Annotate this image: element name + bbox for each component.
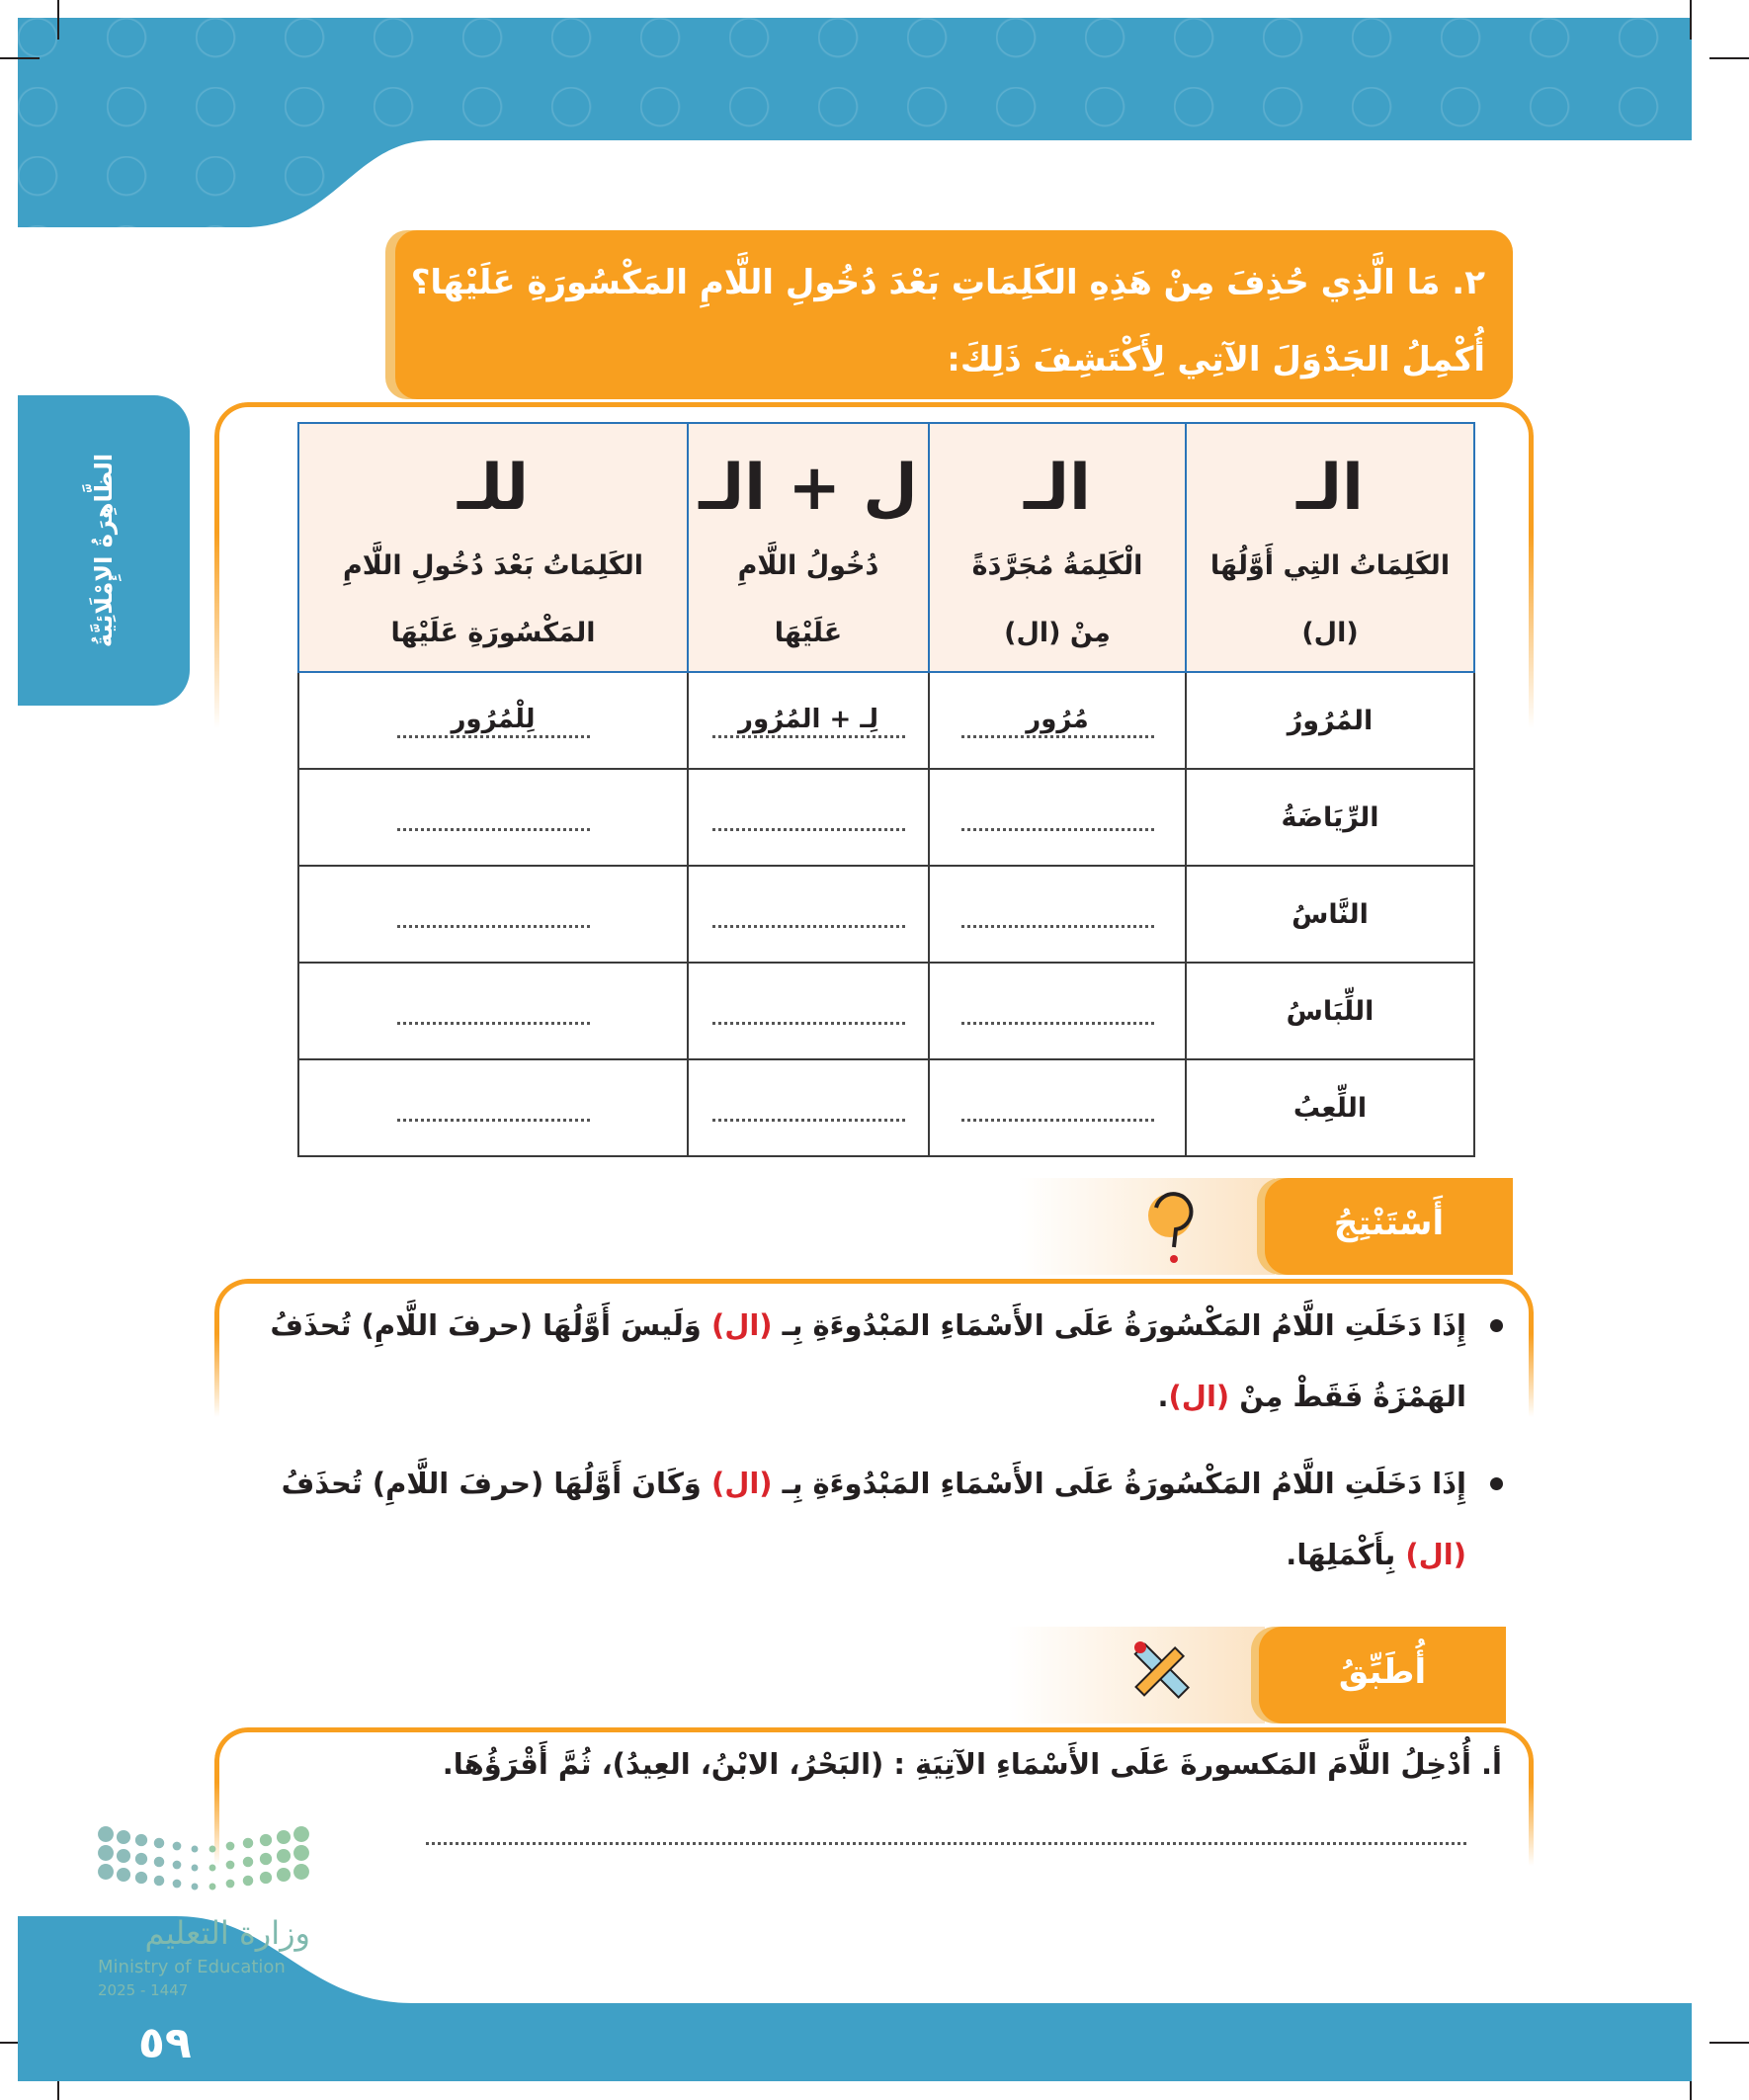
logo-dot — [260, 1872, 272, 1884]
table-row — [298, 672, 1474, 769]
conclude-header — [1265, 1178, 1513, 1275]
answer-cell — [929, 672, 1186, 769]
answer-field-stripped[interactable] — [961, 1088, 1154, 1122]
table-row — [298, 866, 1474, 963]
crop-mark — [1690, 0, 1692, 40]
logo-dot — [135, 1853, 147, 1865]
logo-dot — [209, 1846, 216, 1853]
answer-cell — [929, 963, 1186, 1059]
header-symbol: ل + الـ — [699, 452, 918, 525]
header-label: مِنْ (ال) — [1004, 618, 1111, 648]
bullet-icon — [1490, 1319, 1503, 1332]
logo-year: 2025 - 1447 — [98, 1981, 189, 1999]
logo-dot — [173, 1842, 182, 1851]
logo-dot — [173, 1861, 182, 1870]
logo-dot — [226, 1861, 235, 1870]
logo-dot — [154, 1838, 165, 1849]
logo-dot — [154, 1857, 165, 1868]
highlight: (ال) — [1168, 1380, 1230, 1413]
logo-arabic: وزارة التعليم — [144, 1914, 310, 1952]
header-col-3 — [688, 423, 929, 672]
ministry-logo-icon — [98, 1824, 310, 1898]
answer-cell — [298, 672, 688, 769]
answer-line[interactable] — [426, 1842, 1466, 1845]
crop-mark — [1709, 2042, 1749, 2044]
question-line-1: ٢. مَا الَّذِي حُذِفَ مِنْ هَذِهِ الكَلِمَاتِ بَعْدَ دُخُولِ اللَّامِ المَكْسُورَةِ عَلَيْهَا؟ — [410, 263, 1485, 302]
text: وَلَيسَ أَوَّلُهَا (حرفَ اللَّامِ) تُحذَفُ الهَمْزَةُ فَقَطْ مِنْ — [270, 1308, 1466, 1413]
answer-cell — [688, 672, 929, 769]
side-section-tab — [18, 395, 190, 706]
header-label: الكَلِمَاتُ التِي أَوَّلُهَا — [1209, 550, 1451, 581]
logo-dot — [243, 1857, 254, 1868]
header-col-2 — [929, 423, 1186, 672]
word-table — [297, 422, 1475, 1157]
answer-field-result[interactable] — [397, 1088, 590, 1122]
row-word: اللِّعِبُ — [1186, 1059, 1474, 1156]
logo-dot — [277, 1849, 291, 1863]
table-row — [298, 1059, 1474, 1156]
answer-cell — [298, 1059, 688, 1156]
answer-cell — [688, 1059, 929, 1156]
logo-dot — [293, 1845, 309, 1861]
logo-dot — [260, 1853, 272, 1865]
answer-field-combined[interactable]: لِـ + المُرُور — [712, 705, 905, 738]
text: إِذَا دَخَلَتِ اللَّامُ المَكْسُورَةُ عَلَى الأَسْمَاءِ المَبْدُوءَةِ بِـ — [772, 1308, 1466, 1342]
logo-dot — [209, 1865, 216, 1872]
bullet-icon — [1490, 1477, 1503, 1490]
answer-field-result[interactable] — [397, 894, 590, 928]
row-word: النَّاسُ — [1186, 866, 1474, 963]
logo-dot — [135, 1834, 147, 1846]
answer-cell — [688, 769, 929, 866]
answer-cell — [929, 769, 1186, 866]
conclude-bullet-1 — [251, 1290, 1466, 1432]
answer-field-combined[interactable] — [712, 798, 905, 831]
logo-dot — [192, 1884, 199, 1890]
answer-field-result[interactable]: لِلْمُرُور — [397, 705, 590, 738]
logo-dot — [260, 1834, 272, 1846]
row-word: اللِّبَاسُ — [1186, 963, 1474, 1059]
text: . — [1157, 1380, 1169, 1413]
row-word: المُرُورُ — [1186, 672, 1474, 769]
answer-cell — [298, 769, 688, 866]
logo-english: Ministry of Education — [98, 1957, 286, 1977]
page-number: ٥٩ — [138, 2018, 192, 2068]
logo-dot — [293, 1826, 309, 1842]
answer-cell — [929, 1059, 1186, 1156]
table-row — [298, 963, 1474, 1059]
answer-field-stripped[interactable] — [961, 991, 1154, 1025]
logo-dot — [117, 1830, 130, 1844]
logo-dot — [117, 1868, 130, 1882]
header-label: دُخُولُ اللَّامِ — [737, 550, 879, 581]
answer-field-result[interactable] — [397, 991, 590, 1025]
logo-dot — [98, 1864, 114, 1880]
logo-dot — [135, 1872, 147, 1884]
logo-dot — [226, 1880, 235, 1889]
answer-field-combined[interactable] — [712, 1088, 905, 1122]
answer-field-stripped[interactable] — [961, 894, 1154, 928]
header-label: (ال) — [1301, 618, 1359, 648]
answer-cell — [688, 866, 929, 963]
text: بِأَكْمَلِهَا. — [1286, 1538, 1406, 1571]
apply-header — [1259, 1627, 1506, 1723]
header-label: الكَلِمَاتُ بَعْدَ دُخُولِ اللَّامِ — [342, 550, 643, 581]
answer-cell — [298, 963, 688, 1059]
logo-dot — [173, 1880, 182, 1889]
answer-field-result[interactable] — [397, 798, 590, 831]
question-line-2: أُكْمِلُ الجَدْوَلَ الآتِي لِأَكْتَشِفَ ذَلِكَ: — [947, 340, 1485, 379]
crop-mark — [1709, 57, 1749, 59]
highlight: (ال) — [710, 1467, 773, 1500]
apply-title: أُطَبِّقُ — [1338, 1652, 1427, 1692]
logo-dot — [98, 1845, 114, 1861]
logo-dot — [192, 1846, 199, 1853]
header-label: المَكْسُورَةِ عَلَيْهَا — [390, 618, 596, 648]
header-symbol: الـ — [1296, 452, 1364, 525]
text: إِذَا دَخَلَتِ اللَّامُ المَكْسُورَةُ عَلَى الأَسْمَاءِ المَبْدُوءَةِ بِـ — [772, 1467, 1466, 1500]
question-mark-icon — [1146, 1186, 1202, 1269]
logo-dot — [117, 1849, 130, 1863]
row-word: الرِّيَاضَةُ — [1186, 769, 1474, 866]
question-box — [395, 230, 1513, 399]
highlight: (ال) — [1405, 1538, 1466, 1571]
conclude-title: أَسْتَنْتِجُ — [1333, 1204, 1445, 1243]
header-label: عَلَيْهَا — [774, 618, 843, 648]
logo-dot — [293, 1864, 309, 1880]
crop-mark — [0, 57, 40, 59]
header-symbol: الـ — [1024, 452, 1091, 525]
conclude-bullet-2 — [251, 1448, 1466, 1590]
header-symbol: للـ — [457, 452, 530, 525]
logo-dot — [192, 1865, 199, 1872]
answer-field-combined[interactable] — [712, 894, 905, 928]
table-row — [298, 769, 1474, 866]
logo-dot — [226, 1842, 235, 1851]
highlight: (ال) — [710, 1308, 773, 1342]
pencil-ruler-icon — [1126, 1636, 1196, 1705]
logo-dot — [209, 1884, 216, 1890]
logo-dot — [243, 1876, 254, 1887]
answer-field-stripped[interactable] — [961, 798, 1154, 831]
header-label: الْكَلِمَةُ مُجَرَّدَةً — [971, 550, 1143, 581]
logo-dot — [243, 1838, 254, 1849]
apply-instruction: أ. أُدْخِلُ اللَّامَ المَكسورةَ عَلَى الأَسْمَاءِ الآتِيَةِ : (البَحْرُ، الابْنُ، العِيدُ)، ثُمَّ أَقْرَؤُهَا. — [442, 1747, 1502, 1781]
logo-dot — [98, 1826, 114, 1842]
side-tab-label: الظَّاهِرَةُ الإِمْلَائِيَّةُ — [90, 453, 118, 648]
header-col-1 — [1186, 423, 1474, 672]
answer-cell — [298, 866, 688, 963]
text: وَكَانَ أَوَّلُهَا (حرفَ اللَّامِ) تُحذَفُ — [281, 1467, 711, 1500]
answer-field-stripped[interactable]: مُرُور — [961, 705, 1154, 738]
logo-dot — [154, 1876, 165, 1887]
header-col-4 — [298, 423, 688, 672]
crop-mark — [57, 0, 59, 40]
answer-cell — [688, 963, 929, 1059]
answer-field-combined[interactable] — [712, 991, 905, 1025]
top-decorative-band — [18, 18, 1692, 227]
logo-dot — [277, 1830, 291, 1844]
answer-cell — [929, 866, 1186, 963]
logo-dot — [277, 1868, 291, 1882]
